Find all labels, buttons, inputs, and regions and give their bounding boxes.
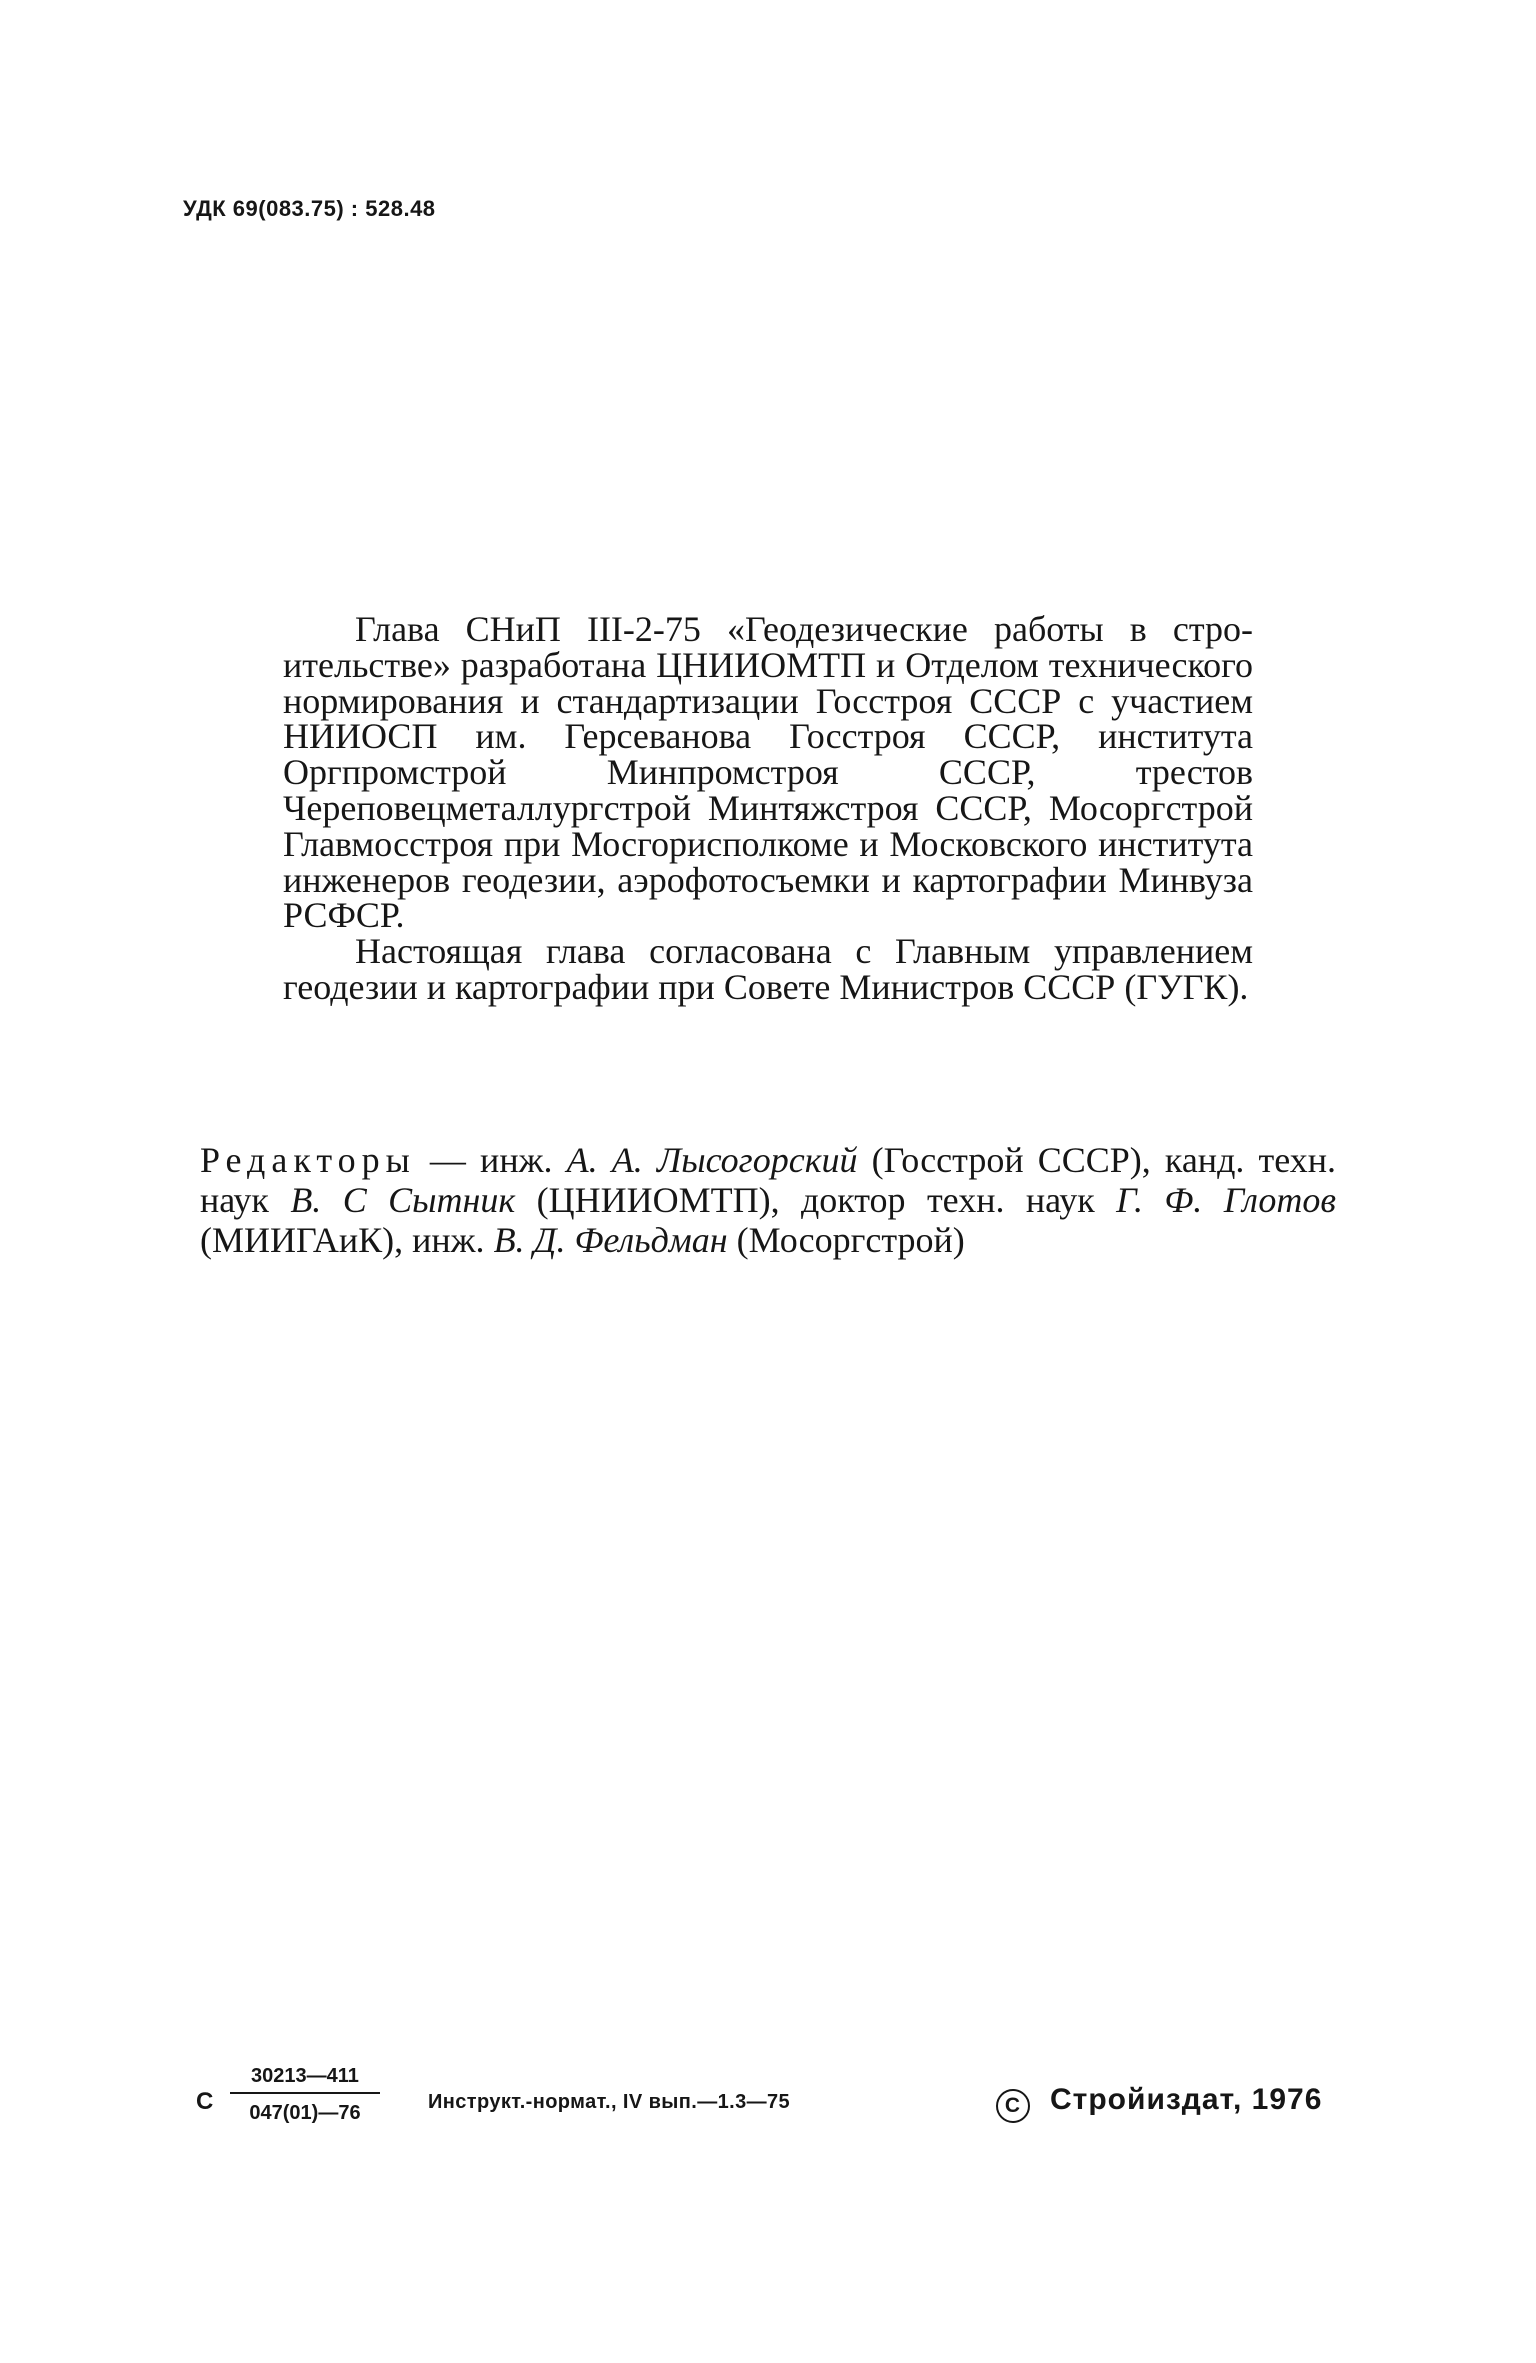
editor-3-org: (МИИГАиК), инж.	[200, 1220, 494, 1260]
abstract-paragraph-1: Глава СНиП III-2-75 «Геодезические работы в строительстве» разработана ЦНИИОМТП и Отделом технического нормирования и стандартизации Госстроя СССР с участием НИИОСП им. Герсеванова Госстроя СССР, института Оргпромстрой Минпромстроя СССР, трестов Череповецметаллургстрой Минтяжстроя СССР, Мосоргстрой Главмосстроя при Мосгорисполкоме и Московского института инженеров геодезии, аэрофотосъемки и картографии Минвуза РСФСР.	[283, 609, 1253, 936]
abstract	[283, 609, 1253, 1007]
imprint-code-fraction	[230, 2065, 380, 2125]
editors-credits	[200, 1140, 1336, 1260]
editors-dash: — инж.	[415, 1140, 567, 1180]
imprint	[196, 2065, 1346, 2155]
udc-code: УДК 69(083.75) : 528.48	[183, 196, 436, 221]
editor-2-org: (ЦНИИОМТП), доктор техн. наук	[515, 1180, 1117, 1220]
imprint-copyright	[996, 2083, 1322, 2123]
abstract-paragraph-2: Настоящая глава согласована с Главным управлением геодезии и картографии при Совете Министров СССР (ГУГК).	[283, 931, 1253, 1007]
imprint-code-denominator: 047(01)—76	[249, 2102, 361, 2124]
editor-4-org: (Мосоргстрой)	[727, 1220, 965, 1260]
copyright-icon: C	[996, 2089, 1030, 2123]
editors-label: Редакторы	[200, 1140, 416, 1180]
editor-3-name: Г. Ф. Глотов	[1116, 1180, 1337, 1220]
editor-2-name: В. С Сытник	[290, 1180, 516, 1220]
editor-1-name: А. А. Лысогорский	[566, 1140, 858, 1180]
imprint-instructions: Инструкт.-нормат., IV вып.—1.3—75	[428, 2091, 791, 2113]
editor-1-org: (Госстрой СССР), канд. техн. наук	[200, 1140, 1337, 1220]
editor-4-name: В. Д. Фельдман	[493, 1220, 728, 1260]
imprint-prefix: С	[196, 2088, 214, 2115]
imprint-publisher-year: Стройиздат, 1976	[1050, 2083, 1323, 2116]
imprint-code-numerator: 30213—411	[230, 2065, 380, 2094]
